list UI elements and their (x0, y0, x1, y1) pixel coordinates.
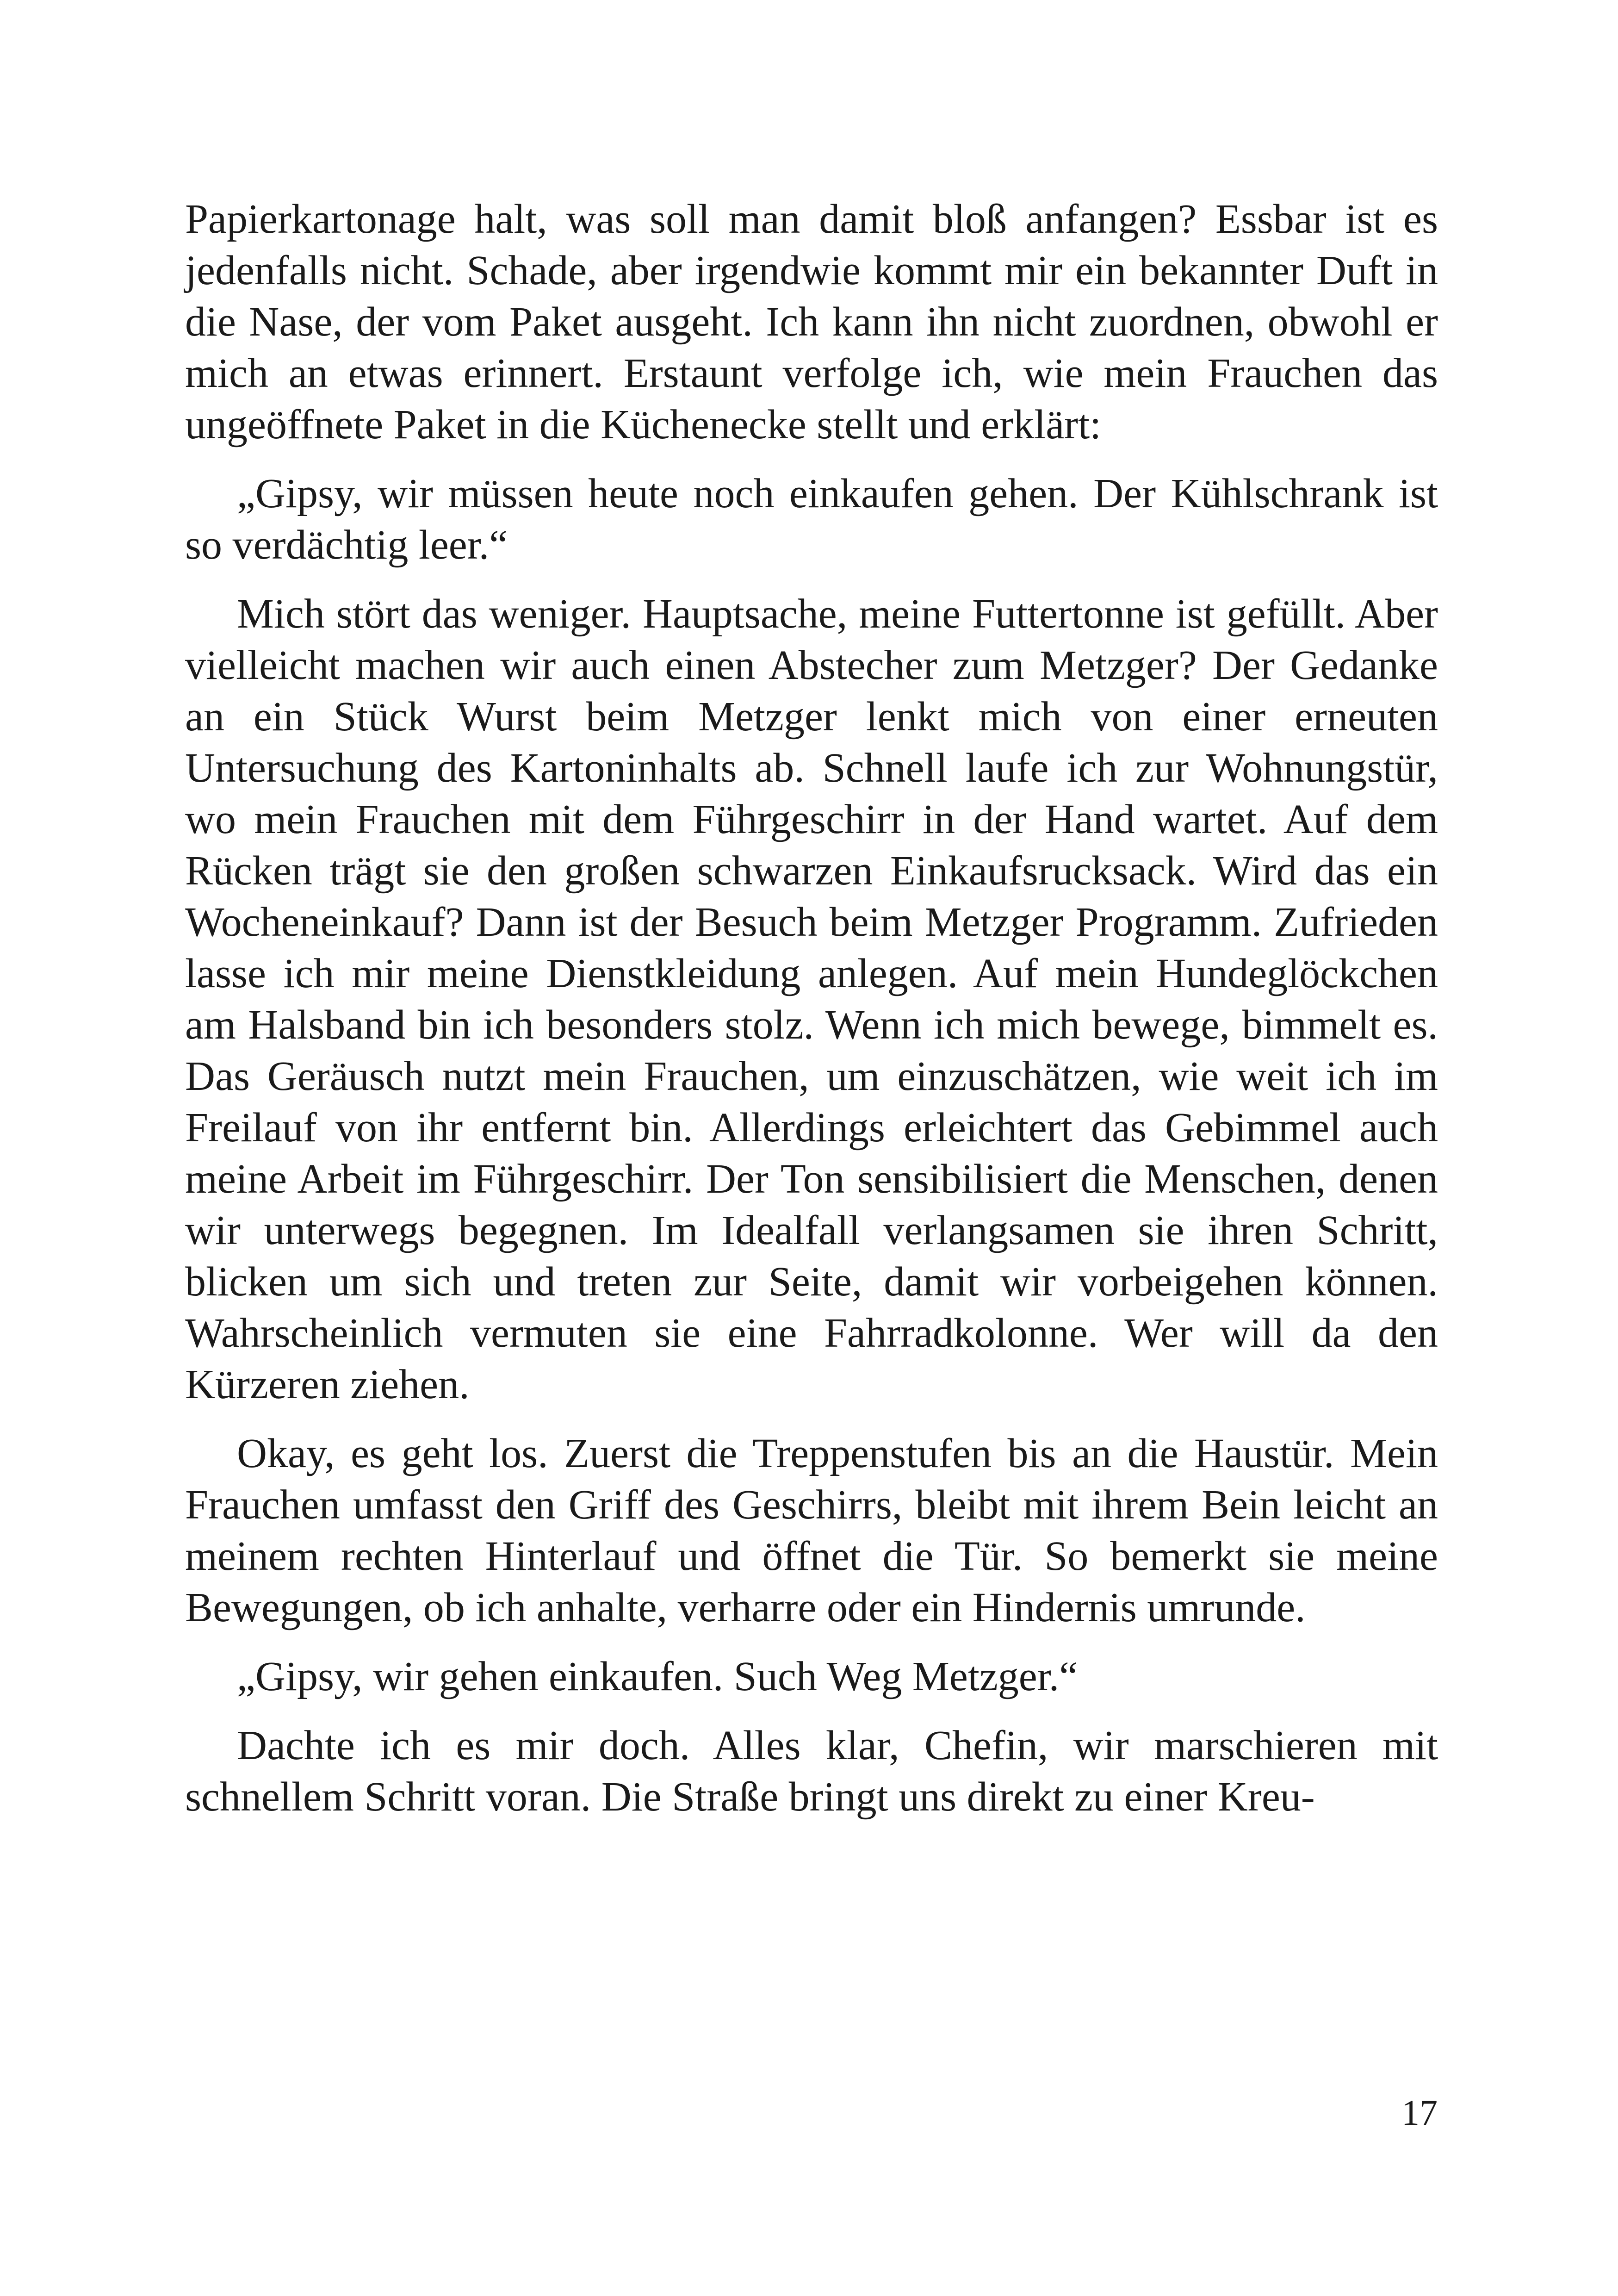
body-text (185, 193, 1438, 1840)
paragraph-2-dialogue: „Gipsy, wir müssen heute noch einkaufen gehen. Der Kühlschrank ist so verdächtig leer.“ (185, 471, 1438, 568)
paragraph-4: Okay, es geht los. Zuerst die Treppenstufen bis an die Haustür. Mein Frauchen umfasst den Griff des Geschirrs, bleibt mit ihrem Bein leicht an meinem rechten Hinterlauf und öffnet die Tür. So bemerkt sie meine Bewegungen, ob ich anhalte, verharre oder ein Hindernis umrunde. (185, 1431, 1438, 1630)
paragraph-3: Mich stört das weniger. Hauptsache, meine Futtertonne ist gefüllt. Aber vielleicht machen wir auch einen Abstecher zum Metzger? Der Gedanke an ein Stück Wurst beim Metzger lenkt mich von einer erneuten Untersuchung des Kartoninhalts ab. Schnell laufe ich zur Wohnungstür, wo mein Frauchen mit dem Führgeschirr in der Hand wartet. Auf dem Rücken trägt sie den großen schwarzen Einkaufsrucksack. Wird das ein Wocheneinkauf? Dann ist der Besuch beim Metzger Programm. Zufrieden lasse ich mir meine Dienstkleidung anlegen. Auf mein Hundeglöckchen am Halsband bin ich besonders stolz. Wenn ich mich bewege, bimmelt es. Das Geräusch nutzt mein Frauchen, um einzuschätzen, wie weit ich im Freilauf von ihr entfernt bin. Allerdings erleichtert das Gebimmel auch meine Arbeit im Führgeschirr. Der Ton sensibilisiert die Menschen, denen wir unterwegs begegnen. Im Idealfall verlangsamen sie ihren Schritt, blicken um sich und treten zur Seite, damit wir vorbeigehen können. Wahrscheinlich vermuten sie eine Fahrradkolonne. Wer will da den Kürzeren ziehen. (185, 591, 1438, 1407)
paragraph-1: Papierkartonage halt, was soll man damit bloß anfangen? Essbar ist es jedenfalls nicht. Schade, aber irgendwie kommt mir ein bekannter Duft in die Nase, der vom Paket ausgeht. Ich kann ihn nicht zuordnen, obwohl er mich an etwas erinnert. Erstaunt verfolge ich, wie mein Frauchen das ungeöffnete Paket in die Küchenecke stellt und erklärt: (185, 196, 1438, 448)
paragraph-5-dialogue: „Gipsy, wir gehen einkaufen. Such Weg Metzger.“ (237, 1654, 1078, 1699)
page-number: 17 (1401, 2092, 1438, 2133)
paragraph-6: Dachte ich es mir doch. Alles klar, Chefin, wir marschieren mit schnellem Schritt voran. Die Straße bringt uns direkt zu einer Kreu- (185, 1723, 1438, 1820)
